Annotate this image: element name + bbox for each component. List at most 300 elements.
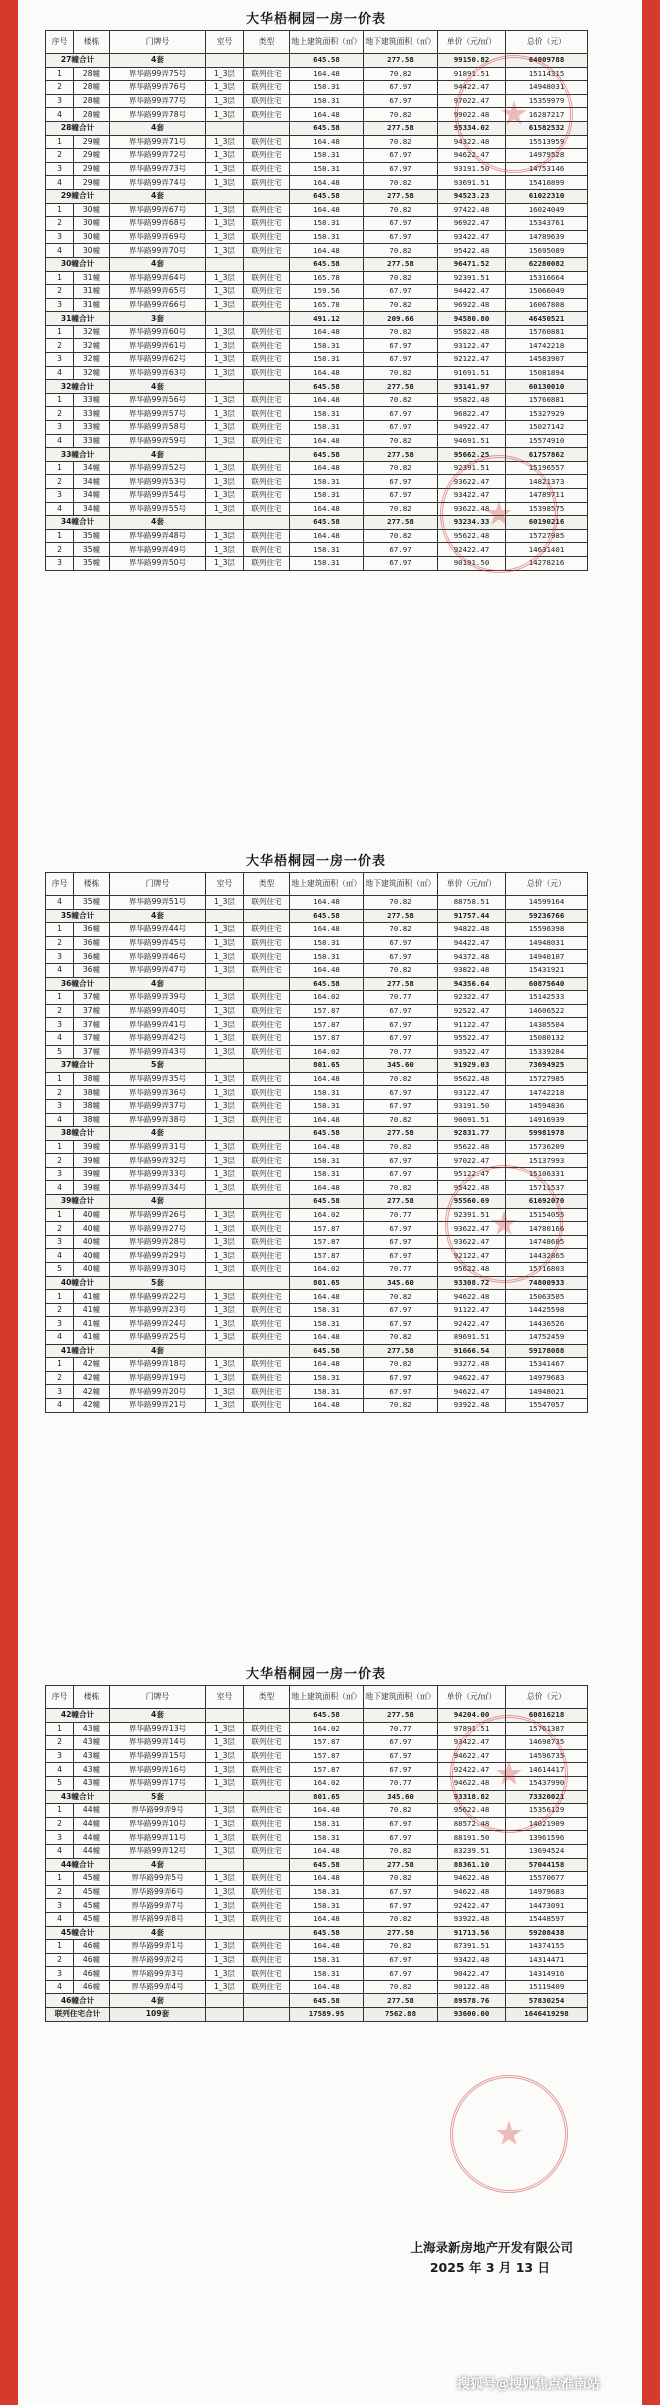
table-cell: 41幢 <box>74 1290 110 1304</box>
table-cell: 13961596 <box>506 1831 588 1845</box>
table-cell: 联列住宅 <box>244 393 290 407</box>
table-cell: 15316664 <box>506 271 588 285</box>
table-cell: 277.58 <box>364 448 438 462</box>
source-watermark: 搜狐号@搜狐焦点淮南站 <box>456 2377 600 2392</box>
table-cell: 70.82 <box>364 271 438 285</box>
table-cell: 91691.51 <box>438 366 506 380</box>
table-cell: 46450521 <box>506 312 588 326</box>
table-cell: 67.97 <box>364 950 438 964</box>
table-cell: 28幢 <box>74 108 110 122</box>
table-cell: 4套 <box>110 54 206 68</box>
price-table <box>45 30 588 571</box>
table-cell: 14314471 <box>506 1953 588 1967</box>
table-cell: 92831.77 <box>438 1127 506 1141</box>
table-cell: 2 <box>46 475 74 489</box>
table-row <box>46 1045 588 1059</box>
subtotal-label: 33幢合计 <box>46 448 110 462</box>
table-cell: 界华路99弄24号 <box>110 1317 206 1331</box>
table-cell: 164.48 <box>290 1331 364 1345</box>
table-cell: 29幢 <box>74 135 110 149</box>
table-cell: 36幢 <box>74 963 110 977</box>
table-cell: 1_3层 <box>206 1222 244 1236</box>
table-cell: 15736209 <box>506 1140 588 1154</box>
table-cell: 97022.47 <box>438 94 506 108</box>
table-cell: 94622.48 <box>438 1290 506 1304</box>
table-cell: 14473091 <box>506 1899 588 1913</box>
table-cell: 联列住宅 <box>244 271 290 285</box>
table-cell: 94622.47 <box>438 1749 506 1763</box>
table-cell: 15596398 <box>506 923 588 937</box>
subtotal-label: 31幢合计 <box>46 312 110 326</box>
table-cell: 36幢 <box>74 936 110 950</box>
table-cell: 联列住宅 <box>244 203 290 217</box>
table-cell: 界华路99弄72号 <box>110 149 206 163</box>
column-header: 序号 <box>46 31 74 54</box>
table-cell: 94622.47 <box>438 1371 506 1385</box>
table-cell: 70.82 <box>364 963 438 977</box>
table-cell <box>206 448 244 462</box>
table-cell: 1_3层 <box>206 271 244 285</box>
table-cell: 1_3层 <box>206 991 244 1005</box>
table-cell: 联列住宅 <box>244 1263 290 1277</box>
table-cell: 联列住宅 <box>244 1885 290 1899</box>
table-cell: 93422.47 <box>438 1736 506 1750</box>
table-cell: 70.82 <box>364 502 438 516</box>
table-cell: 4套 <box>110 257 206 271</box>
table-cell: 158.31 <box>290 162 364 176</box>
table-cell: 90191.50 <box>438 556 506 570</box>
table-cell: 157.87 <box>290 1004 364 1018</box>
subtotal-row <box>46 1195 588 1209</box>
table-cell: 1_3层 <box>206 936 244 950</box>
table-cell: 95622.48 <box>438 1804 506 1818</box>
table-row <box>46 1804 588 1818</box>
table-cell: 158.31 <box>290 1317 364 1331</box>
table-cell: 41幢 <box>74 1303 110 1317</box>
table-row <box>46 1385 588 1399</box>
table-cell: 89691.51 <box>438 1331 506 1345</box>
table-cell: 158.31 <box>290 1817 364 1831</box>
table-cell: 91757.44 <box>438 909 506 923</box>
table-cell: 41幢 <box>74 1317 110 1331</box>
table-cell: 28幢 <box>74 67 110 81</box>
table-cell: 1_3层 <box>206 923 244 937</box>
table-cell: 45幢 <box>74 1872 110 1886</box>
table-cell: 1_3层 <box>206 1722 244 1736</box>
table-cell: 17589.95 <box>290 2008 364 2022</box>
table-cell: 界华路99弄2号 <box>110 1953 206 1967</box>
table-cell: 45幢 <box>74 1885 110 1899</box>
table-cell: 1 <box>46 1722 74 1736</box>
table-cell: 联列住宅 <box>244 407 290 421</box>
table-row <box>46 1980 588 1994</box>
table-cell: 158.31 <box>290 543 364 557</box>
issue-date: 2025 年 3 月 13 日 <box>429 2260 550 2275</box>
table-cell: 164.02 <box>290 1263 364 1277</box>
table-cell: 70.82 <box>364 135 438 149</box>
table-row <box>46 475 588 489</box>
table-cell: 15196557 <box>506 461 588 475</box>
table-cell: 界华路99弄77号 <box>110 94 206 108</box>
table-row <box>46 176 588 190</box>
column-header: 类型 <box>244 873 290 896</box>
table-cell: 4套 <box>110 121 206 135</box>
table-cell: 15513959 <box>506 135 588 149</box>
table-cell: 联列住宅 <box>244 176 290 190</box>
table-cell: 3 <box>46 950 74 964</box>
table-cell: 99022.48 <box>438 108 506 122</box>
table-cell: 93522.47 <box>438 1045 506 1059</box>
table-cell: 2 <box>46 1004 74 1018</box>
table-cell: 60130010 <box>506 380 588 394</box>
table-cell: 277.58 <box>364 1709 438 1723</box>
table-cell: 4 <box>46 1249 74 1263</box>
table-cell <box>244 257 290 271</box>
sheet-title: 大华梧桐园一房一价表 <box>245 12 386 27</box>
table-cell: 15760881 <box>506 393 588 407</box>
table-cell: 92122.47 <box>438 353 506 367</box>
table-cell: 联列住宅 <box>244 1235 290 1249</box>
table-cell: 93622.48 <box>438 502 506 516</box>
table-row <box>46 502 588 516</box>
table-cell: 联列住宅 <box>244 1331 290 1345</box>
table-cell: 1 <box>46 461 74 475</box>
table-cell: 36幢 <box>74 923 110 937</box>
table-cell: 2 <box>46 217 74 231</box>
table-cell: 1 <box>46 1140 74 1154</box>
table-cell: 联列住宅 <box>244 461 290 475</box>
table-cell: 1 <box>46 393 74 407</box>
table-cell: 44幢 <box>74 1817 110 1831</box>
table-cell <box>206 1926 244 1940</box>
table-cell: 67.97 <box>364 94 438 108</box>
table-cell: 联列住宅 <box>244 1385 290 1399</box>
table-cell: 14752459 <box>506 1331 588 1345</box>
subtotal-label: 28幢合计 <box>46 121 110 135</box>
table-cell: 界华路99弄61号 <box>110 339 206 353</box>
table-cell: 88758.51 <box>438 896 506 910</box>
table-row <box>46 366 588 380</box>
table-cell: 30幢 <box>74 217 110 231</box>
table-cell: 界华路99弄3号 <box>110 1967 206 1981</box>
table-cell: 4 <box>46 1031 74 1045</box>
table-cell: 4 <box>46 434 74 448</box>
table-cell: 1_3层 <box>206 1736 244 1750</box>
table-cell: 4 <box>46 108 74 122</box>
table-cell <box>206 2008 244 2022</box>
table-cell: 15066049 <box>506 285 588 299</box>
table-cell: 73320021 <box>506 1790 588 1804</box>
table-cell: 164.48 <box>290 1940 364 1954</box>
table-cell: 联列住宅 <box>244 81 290 95</box>
table-cell: 1_3层 <box>206 1899 244 1913</box>
table-cell: 33幢 <box>74 393 110 407</box>
table-cell: 93922.48 <box>438 1398 506 1412</box>
table-cell: 90122.48 <box>438 1980 506 1994</box>
table-cell: 15574910 <box>506 434 588 448</box>
table-cell: 44幢 <box>74 1804 110 1818</box>
table-cell: 15356129 <box>506 1804 588 1818</box>
table-cell: 95422.48 <box>438 244 506 258</box>
table-cell: 645.58 <box>290 54 364 68</box>
table-cell: 40幢 <box>74 1235 110 1249</box>
table-cell: 34幢 <box>74 475 110 489</box>
table-cell: 1_3层 <box>206 1181 244 1195</box>
table-cell: 联列住宅 <box>244 1167 290 1181</box>
table-cell: 界华路99弄56号 <box>110 393 206 407</box>
table-cell: 联列住宅 <box>244 502 290 516</box>
table-row <box>46 543 588 557</box>
table-cell: 3 <box>46 298 74 312</box>
table-cell: 联列住宅 <box>244 489 290 503</box>
table-cell: 3 <box>46 556 74 570</box>
table-cell: 联列住宅 <box>244 1831 290 1845</box>
table-cell: 57830254 <box>506 1994 588 2008</box>
table-cell: 2 <box>46 1953 74 1967</box>
table-cell: 164.48 <box>290 1398 364 1412</box>
table-cell: 界华路99弄70号 <box>110 244 206 258</box>
table-cell: 1 <box>46 1208 74 1222</box>
table-cell: 164.02 <box>290 991 364 1005</box>
table-row <box>46 81 588 95</box>
table-cell: 1_3层 <box>206 149 244 163</box>
table-cell: 联列住宅 <box>244 1371 290 1385</box>
table-cell: 645.58 <box>290 977 364 991</box>
table-cell: 95822.48 <box>438 393 506 407</box>
table-cell: 15716803 <box>506 1263 588 1277</box>
table-cell: 67.97 <box>364 1099 438 1113</box>
table-cell: 1_3层 <box>206 1872 244 1886</box>
table-cell: 联列住宅 <box>244 1099 290 1113</box>
table-cell: 70.82 <box>364 1844 438 1858</box>
table-cell: 界华路99弄4号 <box>110 1980 206 1994</box>
table-cell: 联列住宅 <box>244 963 290 977</box>
table-cell: 2 <box>46 936 74 950</box>
table-cell: 14948031 <box>506 81 588 95</box>
table-cell: 1_3层 <box>206 94 244 108</box>
table-cell: 界华路99弄59号 <box>110 434 206 448</box>
table-cell: 90691.51 <box>438 1113 506 1127</box>
table-cell: 1 <box>46 529 74 543</box>
table-cell: 29幢 <box>74 162 110 176</box>
table-cell: 界华路99弄50号 <box>110 556 206 570</box>
column-header: 总价（元） <box>506 873 588 896</box>
table-cell: 164.48 <box>290 1358 364 1372</box>
sheet-title: 大华梧桐园一房一价表 <box>245 854 386 869</box>
table-cell: 165.78 <box>290 298 364 312</box>
table-cell: 94356.64 <box>438 977 506 991</box>
table-cell: 联列住宅 <box>244 1872 290 1886</box>
table-cell: 164.48 <box>290 67 364 81</box>
table-cell: 界华路99弄31号 <box>110 1140 206 1154</box>
table-row <box>46 1953 588 1967</box>
table-cell: 32幢 <box>74 366 110 380</box>
table-cell: 491.12 <box>290 312 364 326</box>
table-cell: 界华路99弄57号 <box>110 407 206 421</box>
table-cell: 2 <box>46 407 74 421</box>
table-cell: 38幢 <box>74 1086 110 1100</box>
table-cell: 联列住宅 <box>244 285 290 299</box>
table-cell: 2 <box>46 81 74 95</box>
table-cell: 164.48 <box>290 244 364 258</box>
table-cell: 1 <box>46 271 74 285</box>
table-cell: 3 <box>46 353 74 367</box>
subtotal-label: 42幢合计 <box>46 1709 110 1723</box>
table-row <box>46 461 588 475</box>
table-cell: 界华路99弄40号 <box>110 1004 206 1018</box>
table-cell: 界华路99弄47号 <box>110 963 206 977</box>
table-row <box>46 556 588 570</box>
table-cell: 164.02 <box>290 1776 364 1790</box>
table-cell: 2 <box>46 1222 74 1236</box>
table-row <box>46 1358 588 1372</box>
table-cell: 联列住宅 <box>244 1004 290 1018</box>
table-row <box>46 1763 588 1777</box>
table-cell: 93622.47 <box>438 1235 506 1249</box>
table-cell: 1_3层 <box>206 1817 244 1831</box>
column-header: 楼栋 <box>74 31 110 54</box>
table-cell: 164.48 <box>290 1980 364 1994</box>
table-cell: 67.97 <box>364 1086 438 1100</box>
table-cell: 43幢 <box>74 1736 110 1750</box>
table-cell: 70.77 <box>364 1208 438 1222</box>
table-cell: 96822.47 <box>438 407 506 421</box>
table-cell: 15343761 <box>506 217 588 231</box>
table-cell: 67.97 <box>364 285 438 299</box>
subtotal-label: 30幢合计 <box>46 257 110 271</box>
table-cell: 14596735 <box>506 1749 588 1763</box>
subtotal-label: 37幢合计 <box>46 1059 110 1073</box>
table-cell: 3 <box>46 230 74 244</box>
table-cell: 158.31 <box>290 1899 364 1913</box>
table-cell: 38幢 <box>74 1113 110 1127</box>
table-cell: 67.97 <box>364 1249 438 1263</box>
table-cell: 1_3层 <box>206 203 244 217</box>
table-cell: 67.97 <box>364 1817 438 1831</box>
table-row <box>46 230 588 244</box>
column-header: 地下建筑面积（㎡） <box>364 873 438 896</box>
table-cell: 1_3层 <box>206 353 244 367</box>
table-cell: 界华路99弄78号 <box>110 108 206 122</box>
table-cell: 14979683 <box>506 1885 588 1899</box>
table-cell: 645.58 <box>290 909 364 923</box>
table-cell: 5 <box>46 1776 74 1790</box>
table-cell: 15547057 <box>506 1398 588 1412</box>
table-cell: 1_3层 <box>206 1385 244 1399</box>
table-cell: 158.31 <box>290 475 364 489</box>
table-cell: 95622.48 <box>438 1263 506 1277</box>
table-cell: 158.31 <box>290 149 364 163</box>
table-cell: 97022.47 <box>438 1154 506 1168</box>
table-cell: 16024049 <box>506 203 588 217</box>
table-cell: 94622.48 <box>438 1872 506 1886</box>
table-cell: 14742218 <box>506 1086 588 1100</box>
table-cell: 95560.69 <box>438 1195 506 1209</box>
table-cell: 界华路99弄35号 <box>110 1072 206 1086</box>
table-cell: 4 <box>46 963 74 977</box>
subtotal-row <box>46 1344 588 1358</box>
table-cell: 界华路99弄1号 <box>110 1940 206 1954</box>
table-cell: 14314916 <box>506 1967 588 1981</box>
sheet-title: 大华梧桐园一房一价表 <box>245 1667 386 1682</box>
table-cell: 4 <box>46 1980 74 1994</box>
subtotal-row <box>46 448 588 462</box>
table-cell: 67.97 <box>364 1763 438 1777</box>
table-cell: 1_3层 <box>206 176 244 190</box>
table-cell: 37幢 <box>74 1004 110 1018</box>
table-cell: 1_3层 <box>206 285 244 299</box>
table-cell: 96922.48 <box>438 298 506 312</box>
table-cell: 99150.82 <box>438 54 506 68</box>
table-cell: 联列住宅 <box>244 149 290 163</box>
table-cell: 3 <box>46 489 74 503</box>
table-cell: 67.97 <box>364 1953 438 1967</box>
table-cell: 界华路99弄43号 <box>110 1045 206 1059</box>
table-cell <box>244 1127 290 1141</box>
table-cell: 158.31 <box>290 1303 364 1317</box>
table-cell: 1 <box>46 1804 74 1818</box>
table-cell <box>244 448 290 462</box>
table-cell: 93922.48 <box>438 1912 506 1926</box>
table-cell: 158.31 <box>290 1885 364 1899</box>
table-cell: 645.58 <box>290 1858 364 1872</box>
table-cell: 界华路99弄9号 <box>110 1804 206 1818</box>
table-cell: 1 <box>46 923 74 937</box>
table-cell: 1_3层 <box>206 529 244 543</box>
table-cell: 界华路99弄23号 <box>110 1303 206 1317</box>
column-header: 地下建筑面积（㎡） <box>364 1686 438 1709</box>
table-cell: 61757862 <box>506 448 588 462</box>
table-cell: 37幢 <box>74 1018 110 1032</box>
table-cell: 70.82 <box>364 1398 438 1412</box>
table-cell: 界华路99弄53号 <box>110 475 206 489</box>
table-cell: 界华路99弄7号 <box>110 1899 206 1913</box>
table-cell: 1_3层 <box>206 298 244 312</box>
table-row <box>46 1398 588 1412</box>
table-cell: 1 <box>46 135 74 149</box>
table-row <box>46 108 588 122</box>
table-cell: 15142533 <box>506 991 588 1005</box>
column-header: 门牌号 <box>110 1686 206 1709</box>
table-cell: 15080132 <box>506 1031 588 1045</box>
table-cell: 界华路99弄45号 <box>110 936 206 950</box>
table-cell: 14940107 <box>506 950 588 964</box>
table-cell: 1_3层 <box>206 461 244 475</box>
table-cell: 92422.47 <box>438 1899 506 1913</box>
table-cell: 158.31 <box>290 1371 364 1385</box>
table-cell: 1_3层 <box>206 1045 244 1059</box>
table-cell: 37幢 <box>74 1031 110 1045</box>
table-cell: 联列住宅 <box>244 1749 290 1763</box>
table-cell: 1 <box>46 203 74 217</box>
table-cell: 2 <box>46 285 74 299</box>
table-cell: 界华路99弄44号 <box>110 923 206 937</box>
table-row <box>46 94 588 108</box>
subtotal-label: 27幢合计 <box>46 54 110 68</box>
table-cell: 4套 <box>110 977 206 991</box>
table-row <box>46 1181 588 1195</box>
table-cell: 13694524 <box>506 1844 588 1858</box>
column-header: 门牌号 <box>110 31 206 54</box>
table-cell: 界华路99弄34号 <box>110 1181 206 1195</box>
table-cell: 1_3层 <box>206 1776 244 1790</box>
table-cell: 联列住宅 <box>244 162 290 176</box>
table-cell: 67.97 <box>364 1371 438 1385</box>
table-cell: 1 <box>46 1290 74 1304</box>
table-cell: 界华路99弄32号 <box>110 1154 206 1168</box>
table-row <box>46 1331 588 1345</box>
table-row <box>46 1235 588 1249</box>
